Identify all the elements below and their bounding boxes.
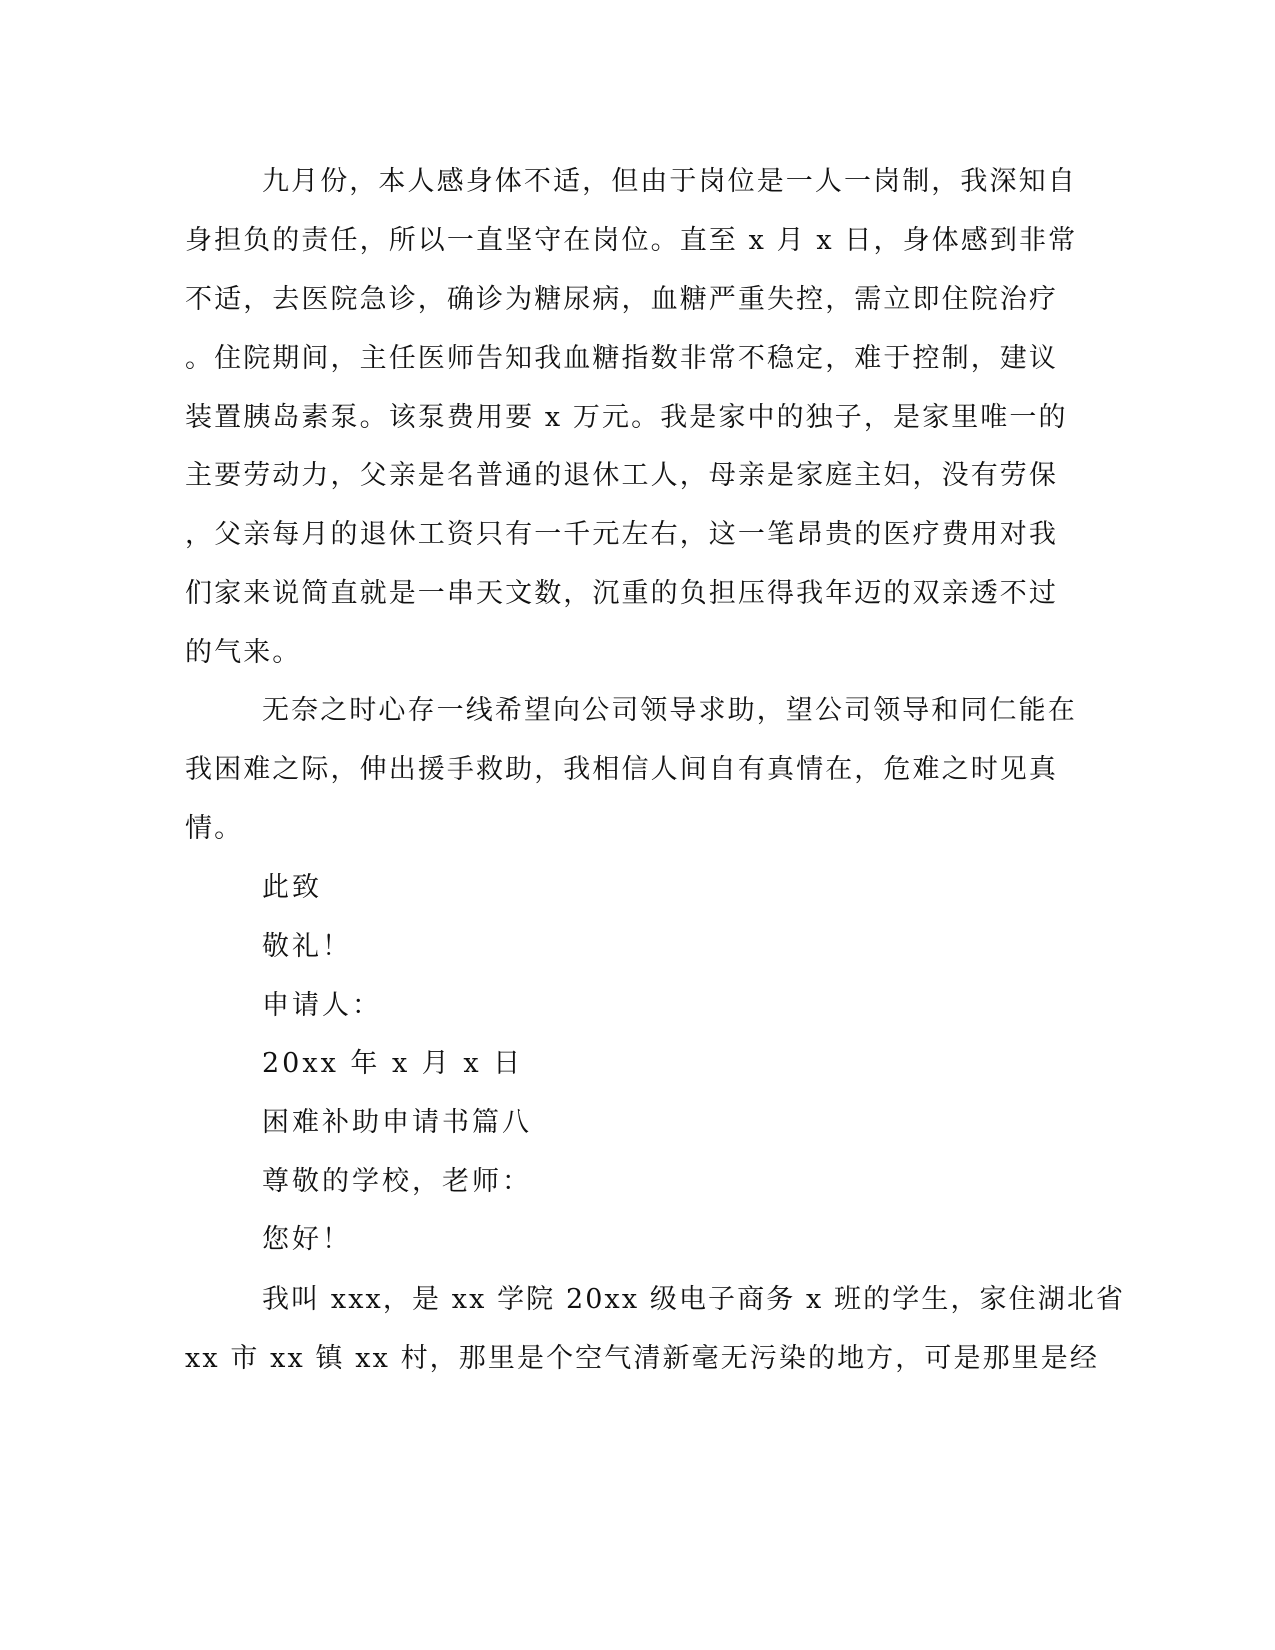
paragraph-1-line-7: ，父亲每月的退休工资只有一千元左右，这一笔昂贵的医疗费用对我 — [185, 519, 1058, 550]
paragraph-1-line-2: 身担负的责任，所以一直坚守在岗位。直至 x 月 x 日，身体感到非常 — [185, 225, 1078, 256]
applicant-line: 申请人： — [262, 990, 382, 1021]
closing-line: 此致 — [262, 872, 322, 903]
greeting-line: 您好！ — [262, 1224, 352, 1255]
section-title: 困难补助申请书篇八 — [262, 1107, 532, 1138]
paragraph-1-line-4: 。住院期间，主任医师告知我血糖指数非常不稳定，难于控制，建议 — [185, 343, 1058, 374]
paragraph-2-line-1: 无奈之时心存一线希望向公司领导求助，望公司领导和同仁能在 — [262, 695, 1077, 726]
paragraph-1-line-8: 们家来说简直就是一串天文数，沉重的负担压得我年迈的双亲透不过 — [185, 578, 1058, 609]
date-line: 20xx 年 x 月 x 日 — [262, 1048, 524, 1079]
salutation-line: 尊敬的学校，老师： — [262, 1166, 532, 1197]
paragraph-1-line-3: 不适，去医院急诊，确诊为糖尿病，血糖严重失控，需立即住院治疗 — [185, 284, 1058, 315]
paragraph-1-line-5: 装置胰岛素泵。该泵费用要 x 万元。我是家中的独子，是家里唯一的 — [185, 402, 1068, 433]
paragraph-2-line-2: 我困难之际，伸出援手救助，我相信人间自有真情在，危难之时见真 — [185, 754, 1058, 785]
regards-line: 敬礼！ — [262, 931, 352, 962]
paragraph-3-line-2: xx 市 xx 镇 xx 村，那里是个空气清新毫无污染的地方，可是那里是经 — [185, 1343, 1099, 1374]
paragraph-1-line-9: 的气来。 — [185, 637, 302, 668]
paragraph-2-line-3: 情。 — [185, 813, 244, 844]
paragraph-3-line-1: 我叫 xxx，是 xx 学院 20xx 级电子商务 x 班的学生，家住湖北省 — [262, 1284, 1126, 1315]
paragraph-1-line-6: 主要劳动力，父亲是名普通的退休工人，母亲是家庭主妇，没有劳保 — [185, 460, 1058, 491]
paragraph-1-line-1: 九月份，本人感身体不适，但由于岗位是一人一岗制，我深知自 — [262, 166, 1077, 197]
